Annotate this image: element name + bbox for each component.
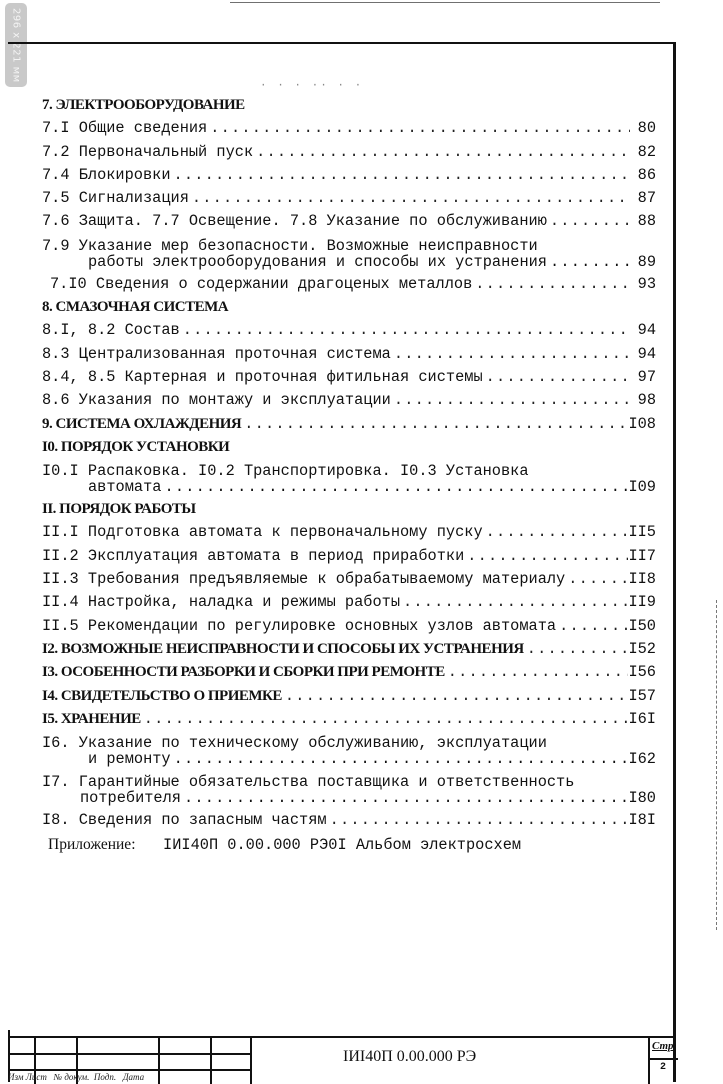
toc-entry-title: 8.6 Указания по монтажу и эксплуатации [42,391,391,410]
toc-page-number: 87 [637,189,656,208]
toc-entry [42,545,656,568]
toc-entry-title: 7.I Общие сведения [42,119,208,138]
toc-entry-title: I0.I Распаковка. I0.2 Транспортировка. I0.3 Установка [42,462,529,481]
toc-page-number: 88 [637,212,656,231]
toc-entry-title: 7.9 Указание мер безопасности. Возможные неисправности [42,236,538,255]
dot-leader [524,638,629,661]
toc-entry-title: I7. Гарантийные обязательства поставщика и ответственность [42,773,575,792]
dot-leader [400,591,628,614]
toc-section-heading [42,413,656,436]
toc-entry-title: 7.2 Первоначальный пуск [42,142,254,161]
toc-entry [42,731,656,770]
toc-entry [42,273,656,296]
toc-entry-title-continued: работы электрооборудования и способы их устранения [88,252,547,271]
dot-leader [464,545,628,568]
dot-leader [327,809,629,832]
toc-entry-title: II. ПОРЯДОК РАБОТЫ [42,501,196,518]
dot-leader [483,366,630,389]
toc-entry-title: I3. ОСОБЕННОСТИ РАЗБОРКИ И СБОРКИ ПРИ РЕМОНТЕ [42,664,445,681]
toc-entry-title: II.I Подготовка автомата к первоначальному пуску [42,523,483,542]
dot-leader [171,164,630,187]
document-code: IИI40П 0.00.000 РЭ [343,1048,477,1065]
toc-section-heading [42,638,656,661]
dot-leader [445,661,629,684]
toc-entry [42,809,656,832]
scan-edge-mark [716,600,718,930]
title-block-stamp [8,1036,676,1084]
dot-leader [141,708,629,731]
appendix-line [48,836,521,854]
toc-entry-title: I0. ПОРЯДОК УСТАНОВКИ [42,438,230,455]
toc-section-heading [42,296,656,319]
toc-entry [42,187,656,210]
toc-section-heading [42,436,656,459]
toc-page-number: II8 [628,570,656,589]
toc-page-number: 98 [637,391,656,410]
toc-page-number: 97 [637,367,656,386]
dot-leader [181,790,628,806]
dot-leader [282,685,629,708]
toc-entry [42,319,656,342]
toc-section-heading [42,685,656,708]
sheet-label: Стр [652,1040,674,1052]
toc-entry-title: 7.4 Блокировки [42,165,171,184]
toc-entry [42,141,656,164]
toc-page-number: 86 [637,165,656,184]
dot-leader [391,343,630,366]
toc-entry-title: I6. Указание по техническому обслуживанию, эксплуатации [42,734,547,753]
toc-page-number: I52 [628,639,656,658]
dot-leader [161,479,628,495]
toc-entry-title: 8.I, 8.2 Состав [42,321,180,340]
stamp-row-line [8,1069,252,1071]
toc-entry [42,234,656,273]
sheet-box [648,1038,678,1084]
toc-page-number: 82 [637,142,656,161]
toc-page-number: I56 [628,663,656,682]
toc-entry-title: 7.I0 Сведения о содержании драгоценых металлов [50,274,473,293]
toc-entry [42,591,656,614]
toc-page-number: II5 [628,523,656,542]
toc-page-number: 89 [637,252,656,271]
toc-entry-title-continued: и ремонту [88,750,171,769]
dot-leader [171,751,629,767]
toc-entry-title: I4. СВИДЕТЕЛЬСТВО О ПРИЕМКЕ [42,687,282,704]
toc-entry [42,770,656,809]
toc-page-number: I8I [628,811,656,830]
toc-entry [42,521,656,544]
dot-leader [547,210,630,233]
toc-page-number: I09 [628,478,656,497]
toc-entry [42,459,656,498]
stamp-column-labels: Изм Лист № докум. Подп. Дата [8,1072,145,1082]
toc-entry-title: 7.5 Сигнализация [42,189,189,208]
toc-entry [42,389,656,412]
dot-leader [565,568,628,591]
dot-leader [483,521,629,544]
dot-leader [391,389,630,412]
sheet-divider [650,1058,678,1060]
scan-size-badge: 296 x 221 мм [5,3,27,87]
toc-page-number: I6I [628,709,656,728]
stamp-row-line [8,1053,252,1055]
toc-entry-title: 7.6 Защита. 7.7 Освещение. 7.8 Указание по обслуживанию [42,212,547,231]
dot-leader [180,319,630,342]
appendix-text: IИI40П 0.00.000 РЭ0I Альбом электросхем [163,836,522,854]
toc-entry [42,366,656,389]
toc-section-heading [42,708,656,731]
toc-page-number: 94 [637,321,656,340]
dot-leader [189,187,630,210]
toc-section-heading [42,94,656,117]
toc-entry-title: I5. ХРАНЕНИЕ [42,710,141,727]
toc-section-heading [42,661,656,684]
toc-entry [42,568,656,591]
toc-page-number: 94 [637,344,656,363]
toc-entry-title: 8.3 Централизованная проточная система [42,344,391,363]
toc-page-number: I50 [628,616,656,635]
sheet-number: 2 [660,1062,667,1073]
toc-page-number: I62 [628,750,656,769]
toc-page-number: 80 [637,119,656,138]
toc-entry-title: I2. ВОЗМОЖНЫЕ НЕИСПРАВНОСТИ И СПОСОБЫ ИХ УСТРАНЕНИЯ [42,640,524,657]
toc-page-number: I08 [628,414,656,433]
dot-leader [241,413,628,436]
dot-leader [556,615,628,638]
dot-leader [207,117,630,140]
toc-section-heading [42,498,656,521]
dot-leader [253,141,630,164]
toc-entry-title: II.2 Эксплуатация автомата в период приработки [42,546,465,565]
dot-leader [547,254,630,270]
toc-entry-title: 9. СИСТЕМА ОХЛАЖДЕНИЯ [42,415,242,432]
toc-entry-title: II.3 Требования предъявляемые к обрабатываемому материалу [42,570,566,589]
toc-entry-title-continued: автомата [88,478,162,497]
toc-entry-title-continued: потребителя [80,789,181,808]
toc-page-number: II9 [628,593,656,612]
toc-entry-title: 7. ЭЛЕКТРООБОРУДОВАНИЕ [42,97,245,113]
toc-entry [42,343,656,366]
toc-entry-title: II.5 Рекомендации по регулировке основных узлов автомата [42,616,557,635]
faint-header-remnant: · · · ·· · · [260,80,364,92]
table-of-contents [42,94,656,832]
toc-page-number: 93 [637,274,656,293]
toc-page-number: I57 [628,686,656,705]
toc-entry-title: II.4 Настройка, наладка и режимы работы [42,593,401,612]
toc-entry-title: 8.4, 8.5 Картерная и проточная фитильная системы [42,367,483,386]
appendix-label: Приложение: [48,836,136,853]
toc-entry [42,164,656,187]
toc-entry-title: I8. Сведения по запасным частям [42,811,327,830]
toc-page-number: I80 [628,789,656,808]
toc-entry [42,117,656,140]
page-edge-line [230,2,660,3]
toc-page-number: II7 [628,546,656,565]
dot-leader [472,273,630,296]
toc-entry [42,615,656,638]
toc-entry [42,210,656,233]
toc-entry-title: 8. СМАЗОЧНАЯ СИСТЕМА [42,299,229,316]
